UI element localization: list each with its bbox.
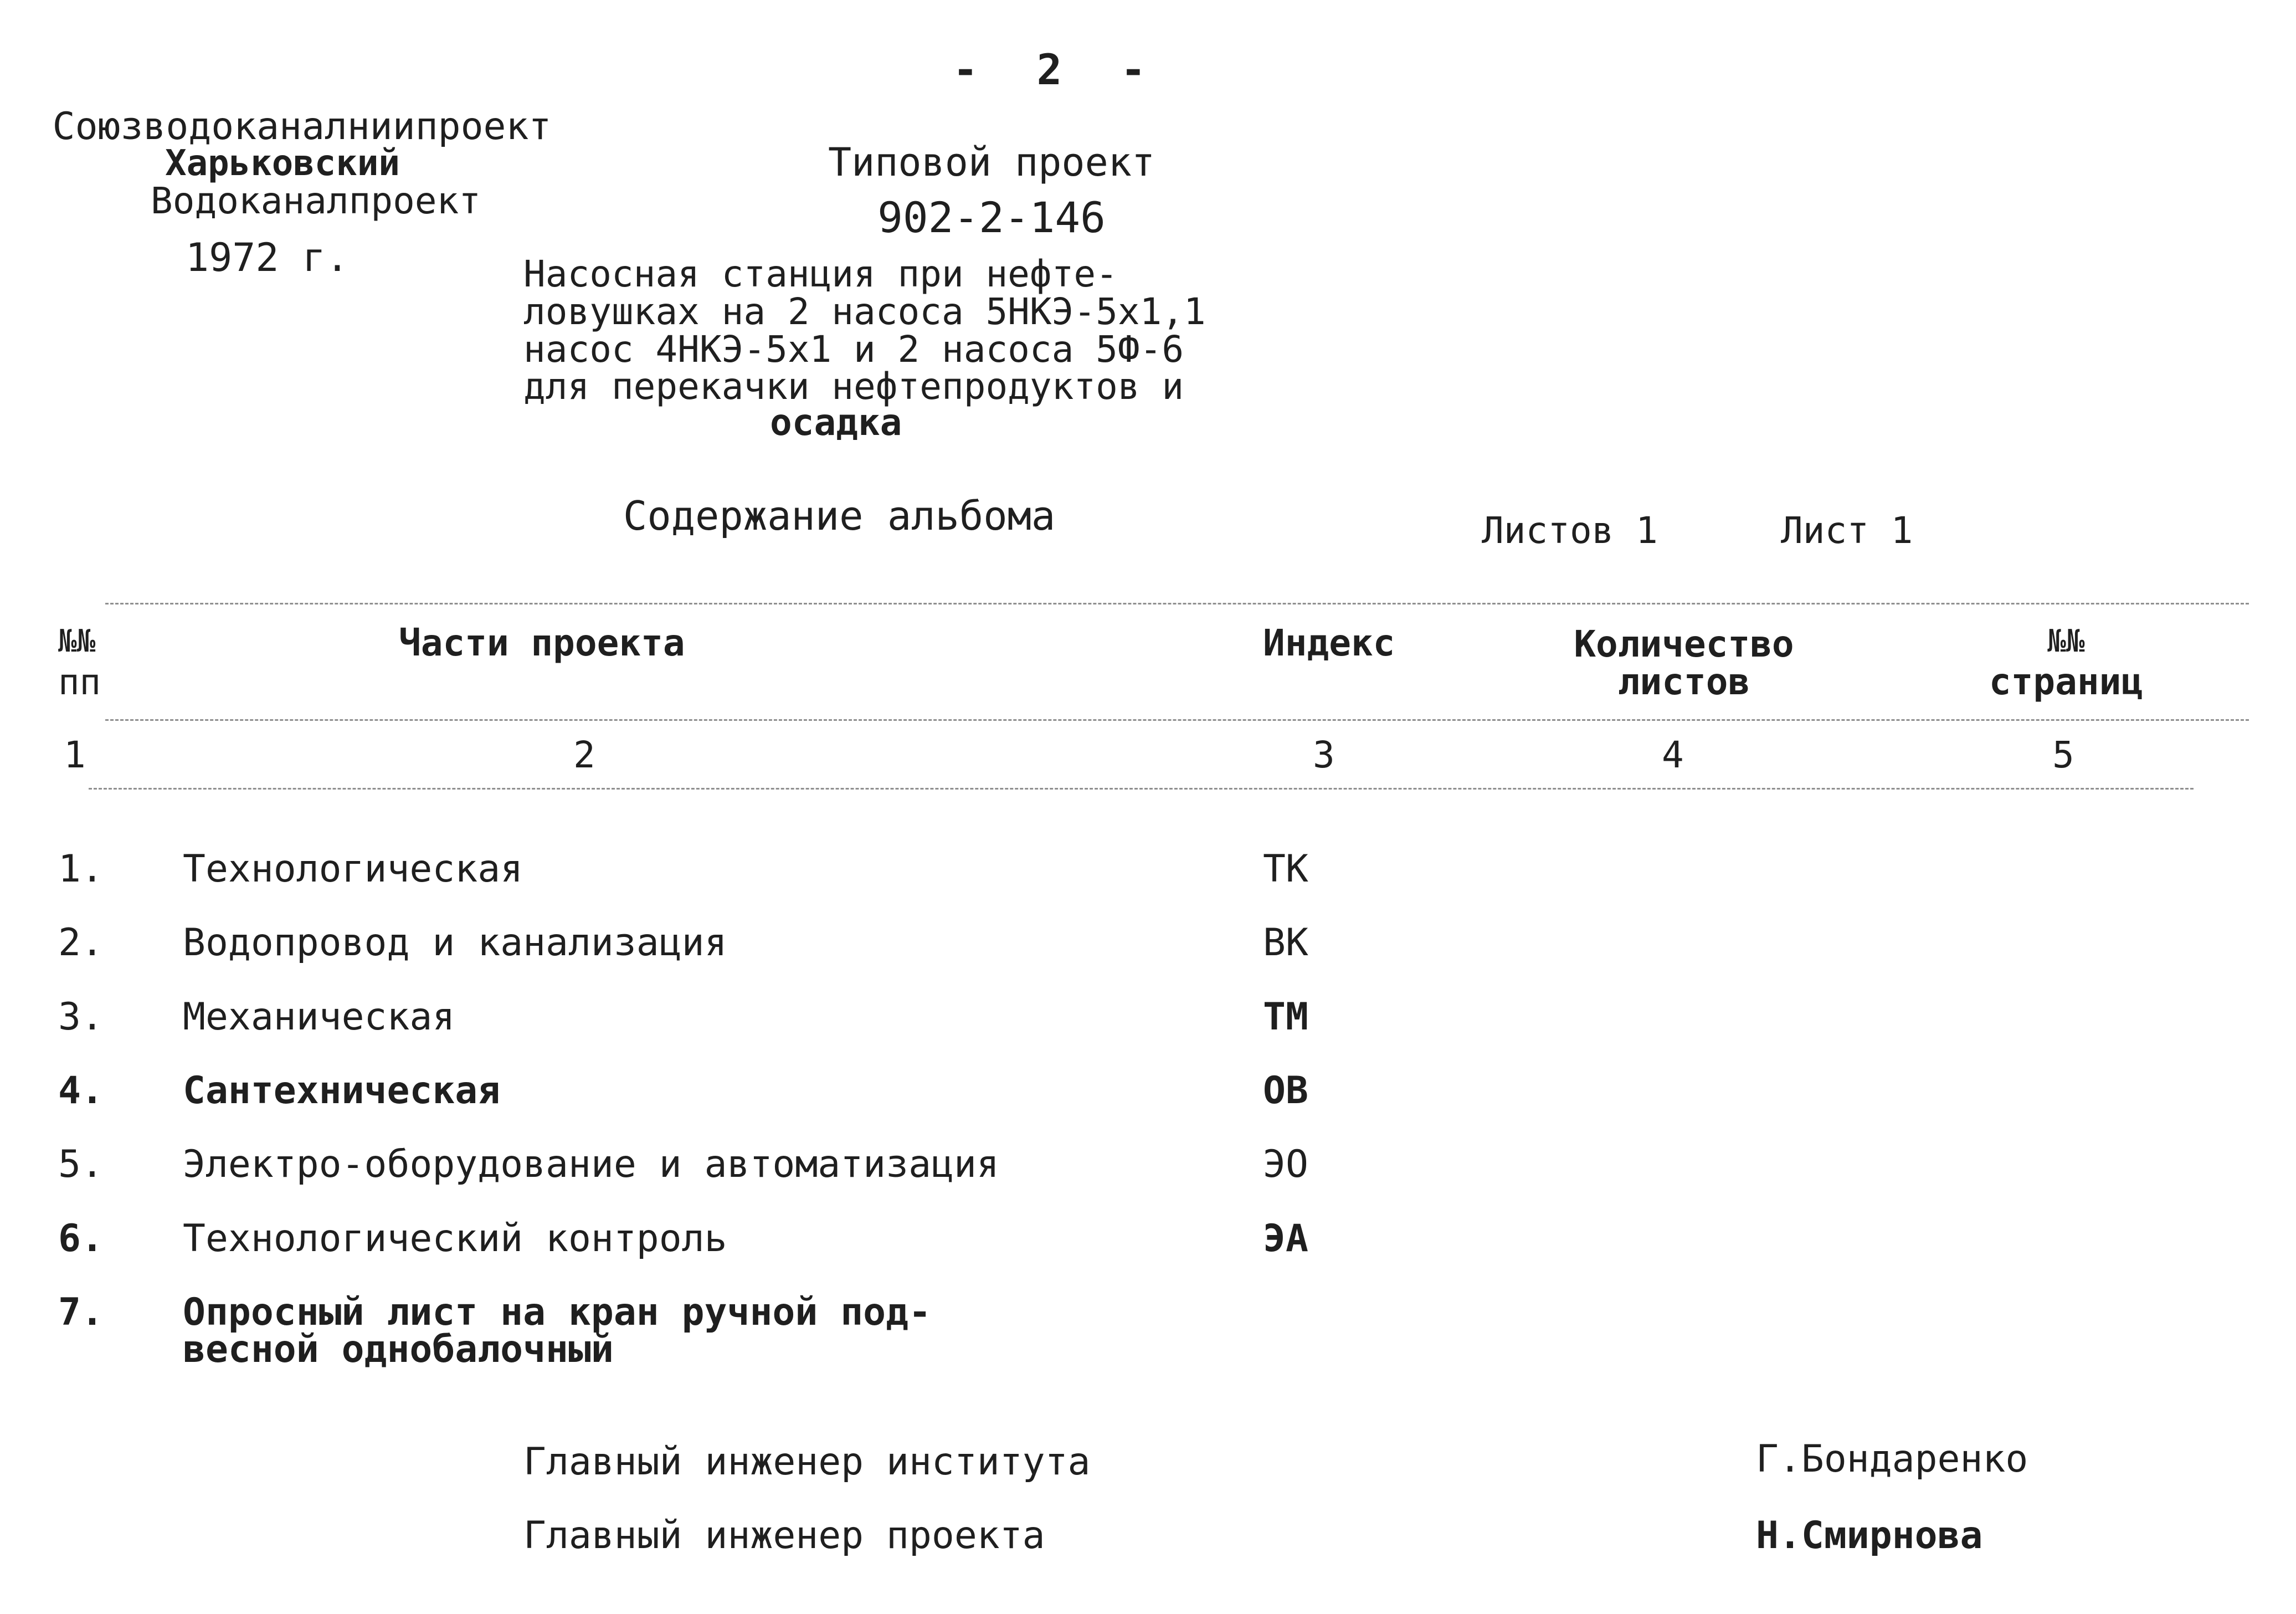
row-part-continuation: весной однобалочный xyxy=(183,1328,614,1371)
header-pages-line-2: страниц xyxy=(1989,660,2144,703)
row-index: ТМ xyxy=(1263,995,1308,1039)
header-part: Части проекта xyxy=(399,622,685,664)
row-part: Водопровод и канализация xyxy=(183,921,727,965)
sheets-total: Листов 1 xyxy=(1482,509,1658,552)
row-number: 3. xyxy=(58,995,104,1039)
column-number-1: 1 xyxy=(64,734,86,776)
column-number-4: 4 xyxy=(1662,734,1684,776)
signature-role: Главный инженер института xyxy=(523,1440,1091,1484)
row-part: Опросный лист на кран ручной под- xyxy=(183,1290,932,1334)
table-numbers-rule xyxy=(89,788,2194,790)
header-count-line-1: Количество xyxy=(1574,623,1794,665)
row-number: 1. xyxy=(58,847,104,891)
row-part: Механическая xyxy=(183,995,455,1039)
header-num-line-2: пп xyxy=(58,662,101,703)
row-index: ОВ xyxy=(1263,1069,1308,1113)
column-number-5: 5 xyxy=(2052,734,2074,776)
header-num-line-1: №№ xyxy=(58,623,96,659)
contents-title: Содержание альбома xyxy=(623,493,1056,539)
project-label: Типовой проект xyxy=(828,140,1155,185)
header-index: Индекс xyxy=(1263,622,1395,664)
table-top-rule xyxy=(105,603,2249,604)
row-number: 6. xyxy=(58,1217,104,1261)
signature-name: Г.Бондаренко xyxy=(1756,1437,2028,1481)
row-index: ТК xyxy=(1263,847,1308,891)
row-number: 4. xyxy=(58,1069,104,1113)
project-title-line-2: ловушках на 2 насоса 5НКЭ-5х1,1 xyxy=(523,290,1206,333)
row-part: Технологический контроль xyxy=(183,1217,727,1261)
project-title-line-3: насос 4НКЭ-5х1 и 2 насоса 5Ф-6 xyxy=(523,328,1184,371)
organization-name: Союзводоканалниипроект xyxy=(52,105,552,148)
row-index: ЭО xyxy=(1263,1142,1308,1186)
signature-name: Н.Смирнова xyxy=(1756,1514,1983,1557)
row-number: 2. xyxy=(58,921,104,965)
row-part: Технологическая xyxy=(183,847,523,891)
column-number-2: 2 xyxy=(573,734,595,776)
signature-role: Главный инженер проекта xyxy=(523,1514,1045,1557)
sheets-current: Лист 1 xyxy=(1781,509,1913,552)
table-header-rule xyxy=(105,719,2249,721)
organization-department: Водоканалпроект xyxy=(150,180,481,222)
row-index: ВК xyxy=(1263,921,1308,965)
column-number-3: 3 xyxy=(1313,734,1335,776)
row-number: 5. xyxy=(58,1142,104,1186)
row-part: Сантехническая xyxy=(183,1069,501,1113)
organization-year: 1972 г. xyxy=(186,235,350,280)
project-number: 902-2-146 xyxy=(877,193,1106,242)
header-count-line-2: листов xyxy=(1617,660,1750,703)
project-title-line-4: для перекачки нефтепродуктов и xyxy=(523,365,1184,408)
row-index: ЭА xyxy=(1263,1217,1308,1261)
page-number: - 2 - xyxy=(953,45,1146,94)
header-pages-line-1: №№ xyxy=(2047,623,2085,659)
project-title-line-1: Насосная станция при нефте- xyxy=(523,253,1118,295)
project-title-line-5: осадка xyxy=(770,401,902,444)
row-number: 7. xyxy=(58,1290,104,1334)
organization-city: Харьковский xyxy=(165,143,400,184)
row-part: Электро-оборудование и автоматизация xyxy=(183,1142,999,1186)
